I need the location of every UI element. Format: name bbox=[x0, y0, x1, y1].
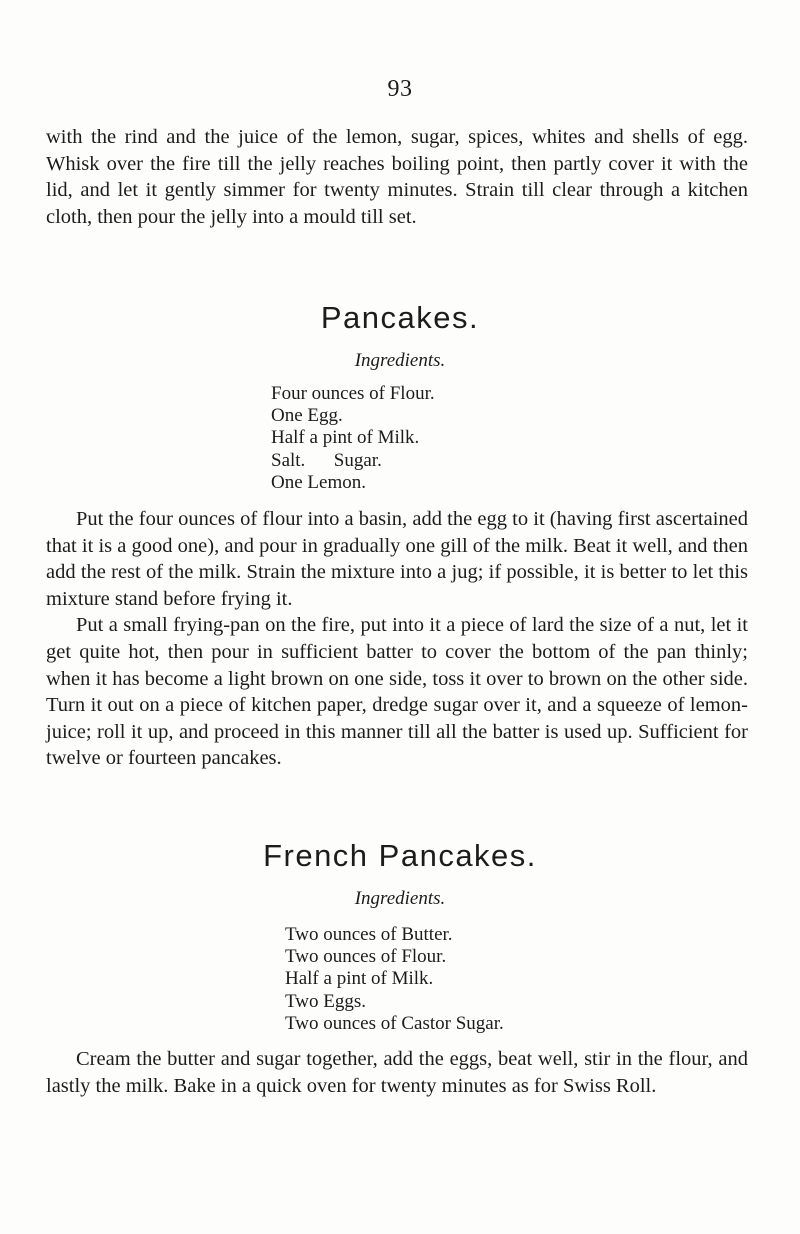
intro-paragraph-block bbox=[46, 124, 748, 230]
ingredient-item: Four ounces of Flour. bbox=[271, 383, 435, 404]
method-block-french-pancakes bbox=[46, 1046, 748, 1099]
ingredients-heading-pancakes: Ingredients. bbox=[354, 350, 446, 371]
method-paragraph: Cream the butter and sugar together, add the eggs, beat well, stir in the flour, and lastly the milk. Bake in a quick oven for twenty minutes as for Swiss Roll. bbox=[46, 1048, 748, 1097]
ingredient-item: Two Eggs. bbox=[285, 990, 367, 1012]
ingredients-list-french-pancakes bbox=[285, 924, 504, 1035]
ingredient-item: One Egg. bbox=[271, 405, 343, 427]
recipe-title-pancakes: Pancakes. bbox=[320, 300, 480, 335]
ingredients-heading-french-pancakes: Ingredients. bbox=[354, 888, 446, 909]
method-paragraph: Put a small frying-pan on the fire, put into it a piece of lard the size of a nut, let it get quite hot, then pour in sufficient batter to cover the bottom of the pan thinly; when it has become a light brown on one side, toss it over to brown on the other side. Turn it out on a piece of kitchen paper, dredge sugar over it, and a squeeze of lemon-juice; roll it up, and proceed in this manner till all the batter is used up. Sufficient for twelve or fourteen pancakes. bbox=[46, 614, 748, 770]
ingredient-item: Salt. Sugar. bbox=[271, 449, 382, 471]
recipe-title-french-pancakes: French Pancakes. bbox=[263, 838, 537, 873]
ingredient-item: Half a pint of Milk. bbox=[285, 968, 434, 990]
ingredient-item: Half a pint of Milk. bbox=[271, 427, 420, 449]
ingredients-list-pancakes bbox=[271, 383, 435, 494]
page-number: 93 bbox=[387, 76, 413, 102]
ingredient-item: Two ounces of Castor Sugar. bbox=[285, 1012, 504, 1034]
ingredient-item: Two ounces of Butter. bbox=[285, 924, 453, 945]
ingredient-item: Two ounces of Flour. bbox=[285, 946, 447, 968]
method-paragraph: Put the four ounces of flour into a basin, add the egg to it (having first ascertained that it is a good one), and pour in gradually one gill of the milk. Beat it well, and then add the rest of the milk. Strain the mixture into a jug; if possible, it is better to let this mixture stand before frying it. bbox=[46, 508, 748, 610]
ingredient-item: One Lemon. bbox=[271, 471, 366, 493]
method-block-pancakes bbox=[46, 506, 748, 772]
intro-paragraph: with the rind and the juice of the lemon, sugar, spices, whites and shells of egg. Whisk over the fire till the jelly reaches boiling point, then partly cover it with the lid, and let it gently simmer for twenty minutes. Strain till clear through a kitchen cloth, then pour the jelly into a mould till set. bbox=[46, 126, 748, 228]
